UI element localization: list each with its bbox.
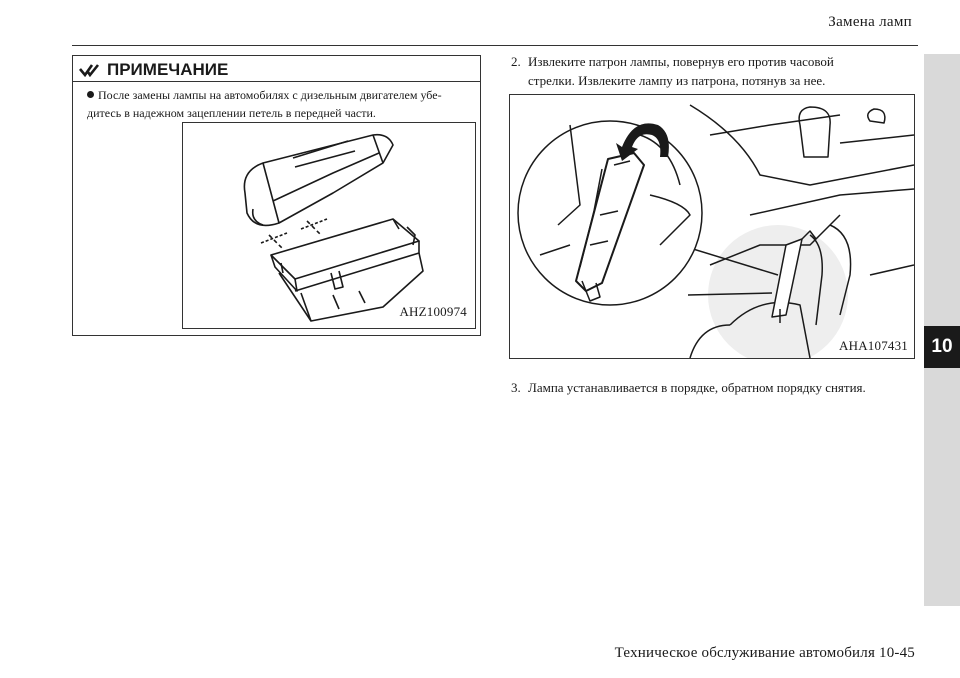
figure-code-2: AHA107431	[839, 338, 908, 353]
checkmark-icon	[79, 63, 101, 77]
note-line-2: дитесь в надежном зацеплении петель в передней части.	[87, 106, 376, 120]
figure-code-1: AHZ100974	[399, 304, 467, 319]
step-2	[511, 52, 916, 90]
note-heading	[79, 60, 228, 80]
air-cleaner-illustration	[183, 123, 476, 329]
figure-bulb-socket	[509, 94, 915, 359]
figure-air-cleaner-box	[182, 122, 476, 329]
step-text-line-1: Извлеките патрон лампы, повернув его против часовой	[528, 54, 834, 69]
step-text-line-1: Лампа устанавливается в порядке, обратном порядку снятия.	[528, 380, 866, 395]
bulb-socket-illustration	[510, 95, 915, 359]
header-divider	[72, 45, 918, 46]
bullet-icon	[87, 91, 94, 98]
step-number: 3.	[511, 380, 521, 395]
step-text-line-2: стрелки. Извлеките лампу из патрона, потянув за нее.	[528, 73, 826, 88]
step-3	[511, 378, 916, 397]
page-footer: Техническое обслуживание автомобиля 10-45	[614, 645, 915, 661]
step-number: 2.	[511, 54, 521, 69]
page-header-title: Замена ламп	[828, 14, 912, 30]
note-text	[87, 86, 475, 122]
note-line-1: После замены лампы на автомобилях с дизельным двигателем убе-	[98, 88, 442, 102]
chapter-number-badge[interactable]: 10	[924, 326, 960, 368]
note-heading-divider	[73, 81, 480, 82]
note-heading-text: ПРИМЕЧАНИЕ	[107, 60, 229, 79]
